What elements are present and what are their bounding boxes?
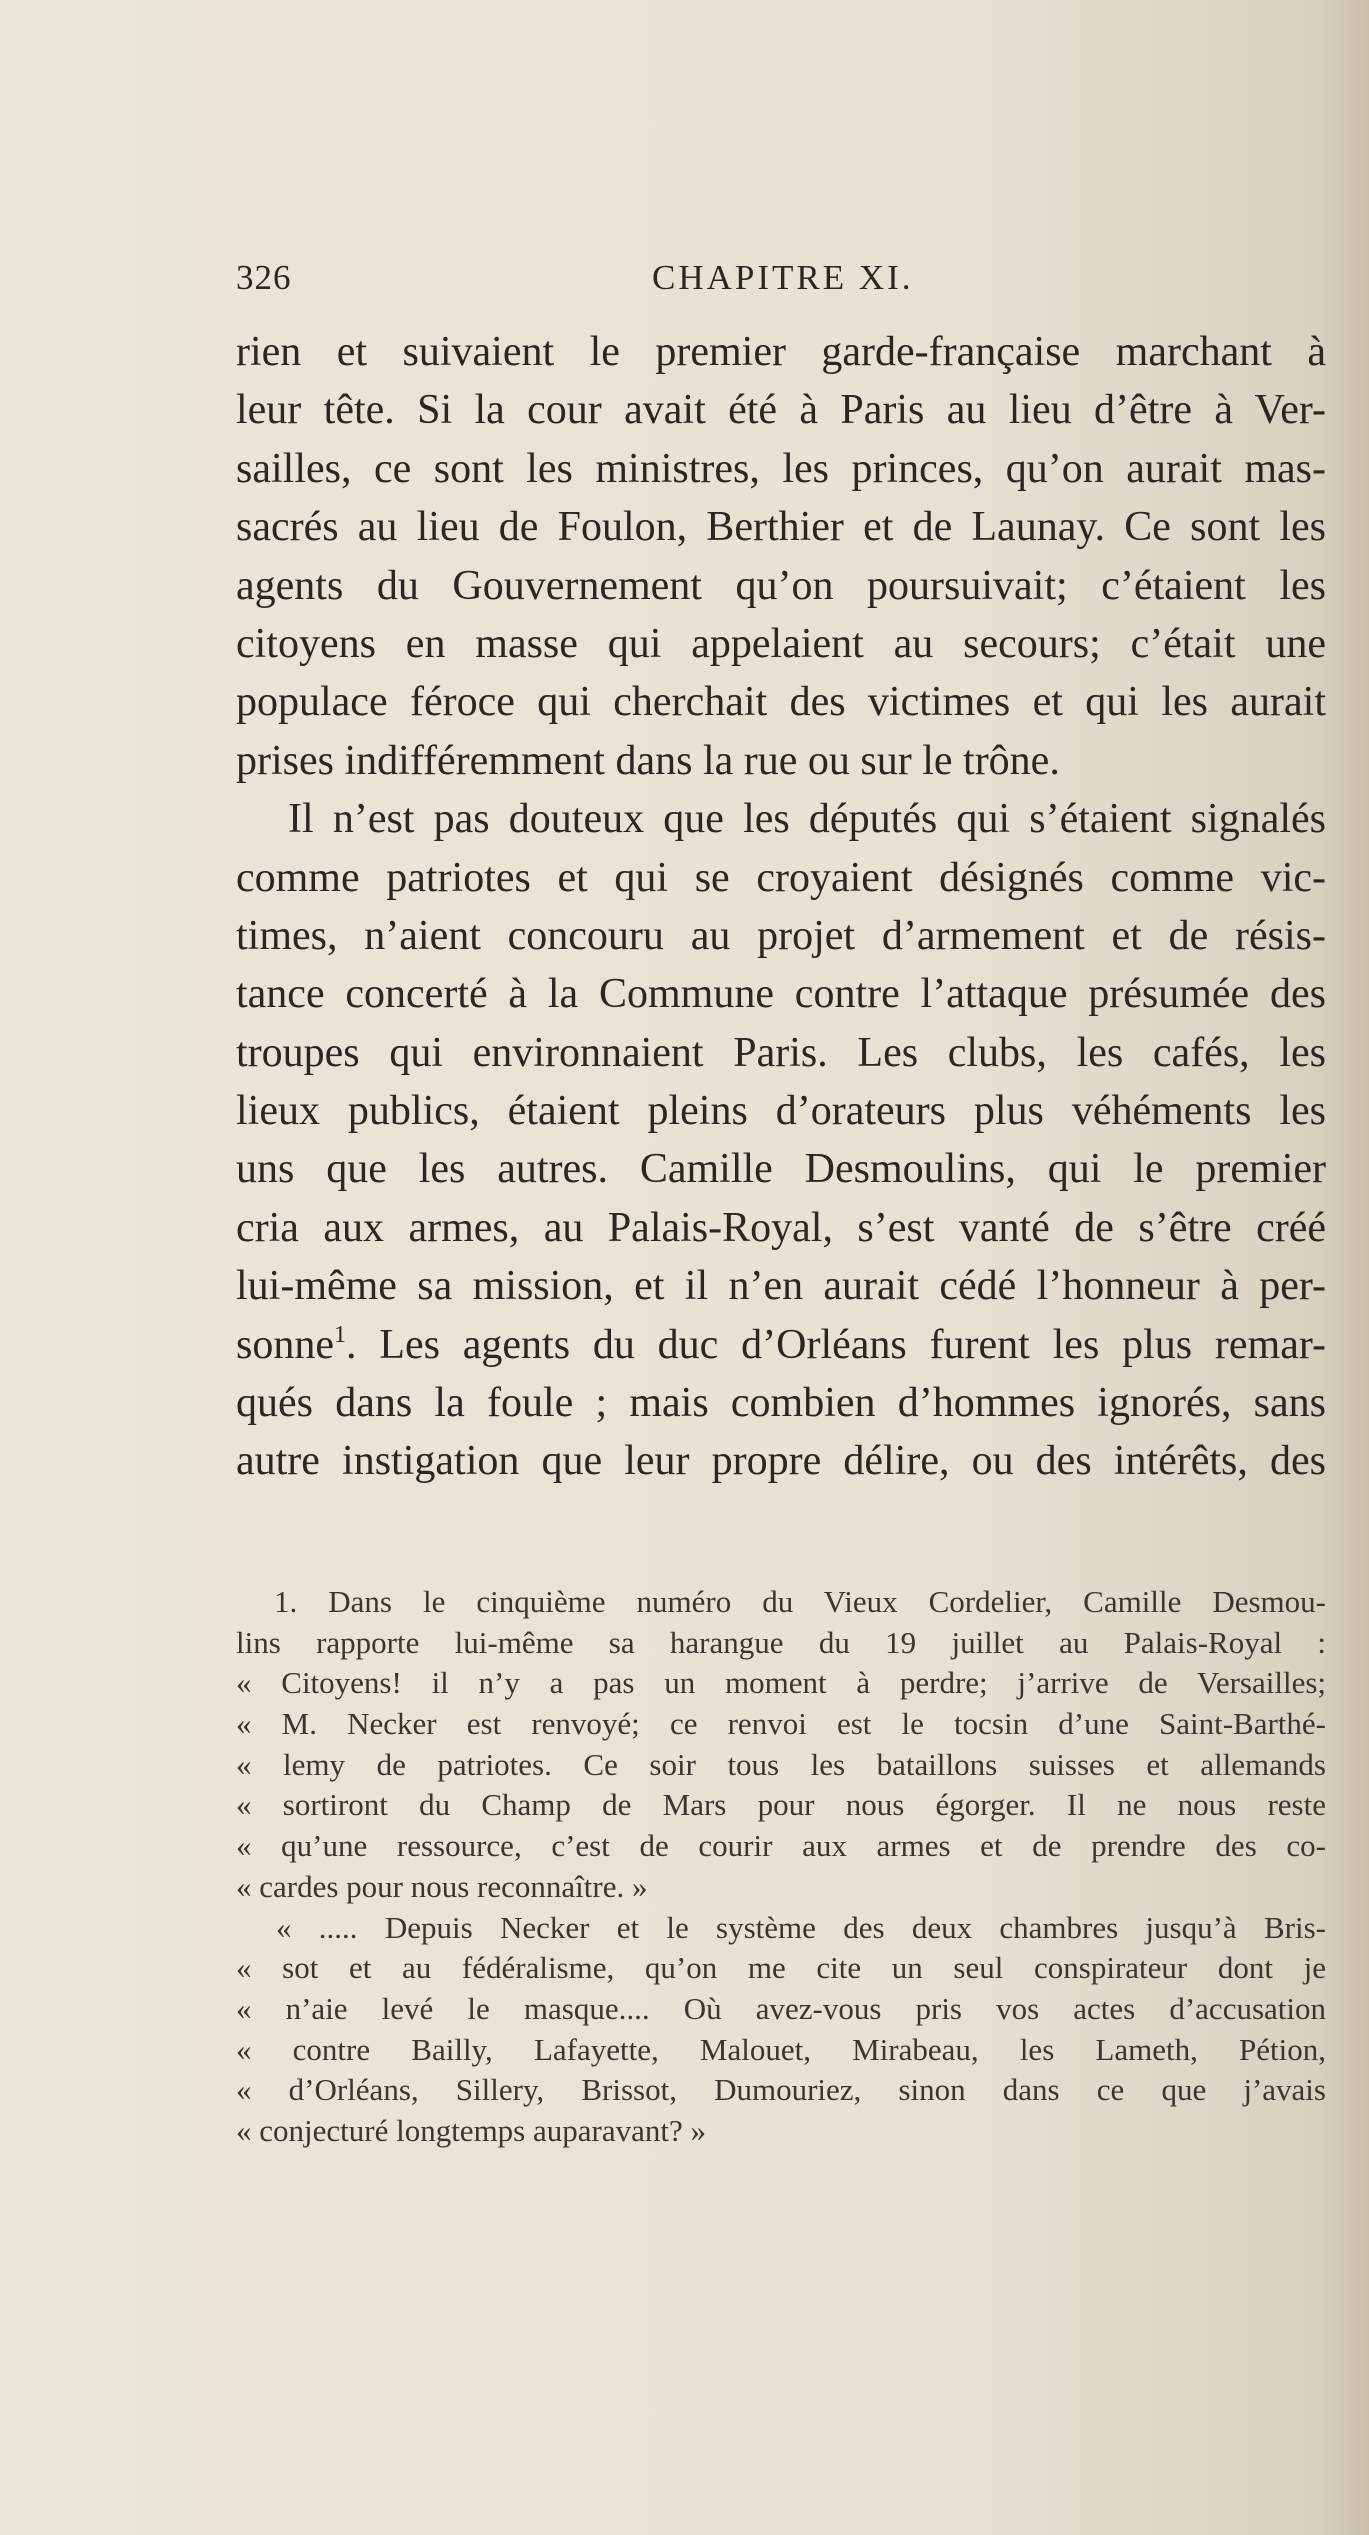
footnote-line: « contre Bailly, Lafayette, Malouet, Mirabeau, les Lameth, Pétion, <box>236 2031 1326 2067</box>
text-line-with-footnote-ref <box>236 1316 1326 1374</box>
page-header <box>236 258 1326 308</box>
footnote-line: « d’Orléans, Sillery, Brissot, Dumouriez, sinon dans ce que j’avais <box>236 2072 1326 2108</box>
text-line: prises indifféremment dans la rue ou sur le trône. <box>236 737 1060 784</box>
text-line: rien et suivaient le premier garde-française marchant à <box>236 329 1326 375</box>
text-line: autre instigation que leur propre délire, ou des intérêts, des <box>236 1438 1326 1485</box>
main-text <box>236 323 1326 1491</box>
page-number: 326 <box>236 258 292 297</box>
text-line: leur tête. Si la cour avait été à Paris au lieu d’être à Ver- <box>236 387 1326 434</box>
text-line: troupes qui environnaient Paris. Les clubs, les cafés, les <box>236 1029 1326 1076</box>
footnote-line: « lemy de patriotes. Ce soir tous les bataillons suisses et allemands <box>236 1746 1326 1782</box>
text-line: cria aux armes, au Palais-Royal, s’est vanté de s’être créé <box>236 1204 1326 1251</box>
text-line: lieux publics, étaient pleins d’orateurs plus véhéments les <box>236 1088 1326 1135</box>
footnote-line: « sot et au fédéralisme, qu’on me cite un seul conspirateur dont je <box>236 1950 1326 1986</box>
footnote-line: « conjecturé longtemps auparavant? » <box>236 2112 706 2148</box>
footnote-line: « cardes pour nous reconnaître. » <box>236 1868 648 1904</box>
text-fragment: . Les agents du duc d’Orléans furent les plus remar- <box>346 1321 1326 1368</box>
footnote-line: « qu’une ressource, c’est de courir aux armes et de prendre des co- <box>236 1828 1326 1864</box>
footnote-line: lins rapporte lui-même sa harangue du 19 juillet au Palais-Royal : <box>236 1624 1326 1660</box>
running-head: CHAPITRE XI. <box>652 258 914 297</box>
paragraph-start-line: Il n’est pas douteux que les députés qui s’étaient signalés <box>288 796 1326 843</box>
text-line: lui-même sa mission, et il n’en aurait cédé l’honneur à per- <box>236 1263 1326 1310</box>
text-line: comme patriotes et qui se croyaient désignés comme vic- <box>236 854 1326 901</box>
text-line: tance concerté à la Commune contre l’attaque présumée des <box>236 971 1326 1018</box>
text-line: qués dans la foule ; mais combien d’hommes ignorés, sans <box>236 1380 1326 1427</box>
footnote-line: « sortiront du Champ de Mars pour nous égorger. Il ne nous reste <box>236 1787 1326 1823</box>
footnote <box>236 1582 1326 2152</box>
footnote-line: « Citoyens! il n’y a pas un moment à perdre; j’arrive de Versailles; <box>236 1665 1326 1701</box>
text-line: populace féroce qui cherchait des victimes et qui les aurait <box>236 679 1326 726</box>
text-line: agents du Gouvernement qu’on poursuivait; c’étaient les <box>236 562 1326 609</box>
footnote-reference: 1 <box>334 1321 346 1348</box>
text-line: uns que les autres. Camille Desmoulins, qui le premier <box>236 1146 1326 1193</box>
footnote-line: « M. Necker est renvoyé; ce renvoi est le tocsin d’une Saint-Barthé- <box>236 1706 1326 1742</box>
text-line: sailles, ce sont les ministres, les princes, qu’on aurait mas- <box>236 445 1326 492</box>
footnote-line: 1. Dans le cinquième numéro du Vieux Cordelier, Camille Desmou- <box>274 1584 1326 1619</box>
text-line: times, n’aient concouru au projet d’armement et de résis- <box>236 912 1326 959</box>
text-line: citoyens en masse qui appelaient au secours; c’était une <box>236 620 1326 667</box>
text-line: sacrés au lieu de Foulon, Berthier et de Launay. Ce sont les <box>236 504 1326 551</box>
footnote-line: « n’aie levé le masque.... Où avez-vous pris vos actes d’accusation <box>236 1990 1326 2026</box>
footnote-line: « ..... Depuis Necker et le système des deux chambres jusqu’à Bris- <box>276 1909 1326 1945</box>
text-fragment: sonne <box>236 1321 334 1368</box>
